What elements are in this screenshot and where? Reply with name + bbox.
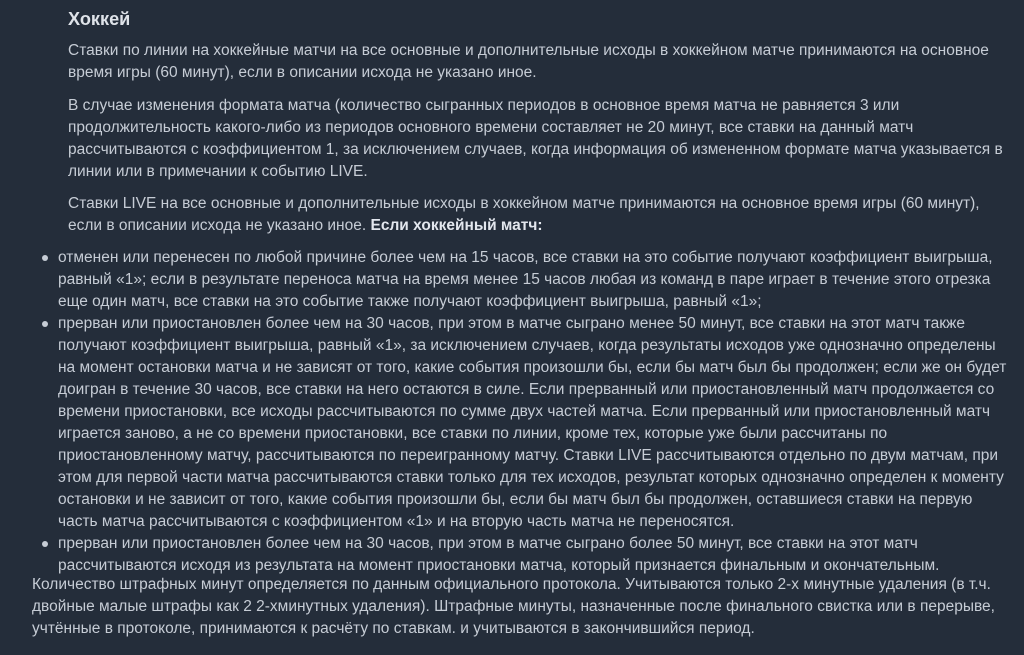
live-bets-paragraph — [68, 193, 1008, 237]
format-change-paragraph — [68, 95, 1008, 183]
list-item — [32, 533, 1012, 577]
if-match-label: Если хоккейный матч: — [370, 217, 543, 234]
bullet-icon — [42, 541, 48, 547]
section-title: Хоккей — [68, 9, 131, 29]
penalty-minutes-note: Количество штрафных минут определяется по данным официального протокола. Учитываются только 2-х минутные удаления (в т.ч. двойные малые штрафы как 2 2-хминутных удаления). Штрафные минуты, назначенные после финального свистка или в перерыве, учтённые в протоколе, принимаются к расчёту по ставкам. и учитываются в закончившийся период. — [32, 576, 995, 637]
list-item-text: отменен или перенесен по любой причине более чем на 15 часов, все ставки на это событие получают коэффициент выигрыша, равный «1»; если в результате переноса матча на время менее 15 часов любая из команд в паре играет в течение этого отрезка еще один матч, все ставки на это событие также получают коэффициент выигрыша, равный «1»; — [58, 249, 993, 310]
bullet-icon — [42, 321, 48, 327]
bullet-icon — [42, 255, 48, 261]
line-bets-text: Ставки по линии на хоккейные матчи на все основные и дополнительные исходы в хоккейном матче принимаются на основное время игры (60 минут), если в описании исхода не указано иное. — [68, 42, 989, 81]
list-item-text: прерван или приостановлен более чем на 30 часов, при этом в матче сыграно менее 50 минут, все ставки на этот матч также получают коэффициент выигрыша, равный «1», за исключением случаев, когда результаты исходов уже однозначно определены на момент остановки матча и не зависят от того, какие события произошли бы, если бы матч был бы продолжен; если же он будет доигран в течение 30 часов, все ставки на него остаются в силе. Если прерванный или приостановленный матч продолжается со времени приостановки, все исходы рассчитываются по сумме двух частей матча. Если прерванный или приостановленный матч играется заново, а не со времени приостановки, все ставки по линии, кроме тех, которые уже были рассчитаны по приостановленному матчу, рассчитываются по переигранному матчу. Ставки LIVE рассчитываются отдельно по двум матчам, при этом для первой части матча рассчитываются ставки только для тех исходов, результат которых однозначно определен к моменту остановки и не зависит от того, какие события произошли бы, если бы матч был бы продолжен, оставшиеся ставки на первую часть матча рассчитываются с коэффициентом «1» и на вторую часть матча не переносятся. — [58, 315, 1007, 530]
rules-list — [32, 247, 1012, 577]
list-item — [32, 247, 1012, 313]
live-bets-text: Ставки LIVE на все основные и дополнительные исходы в хоккейном матче принимаются на основное время игры (60 минут), если в описании исхода не указано иное. — [68, 195, 980, 234]
list-item-text: прерван или приостановлен более чем на 30 часов, при этом в матче сыграно более 50 минут, все ставки на этот матч рассчитываются исходя из результата на момент приостановки матча, который признается финальным и окончательным. — [58, 535, 940, 574]
list-item — [32, 313, 1012, 533]
line-bets-paragraph — [68, 40, 1008, 84]
format-change-text: В случае изменения формата матча (количество сыгранных периодов в основное время матча не равняется 3 или продолжительность какого-либо из периодов основного времени составляет не 20 минут, все ставки на данный матч рассчитываются с коэффициентом 1, за исключением случаев, когда информация об измененном формате матча указывается в линии или в примечании к событию LIVE. — [68, 97, 1003, 180]
